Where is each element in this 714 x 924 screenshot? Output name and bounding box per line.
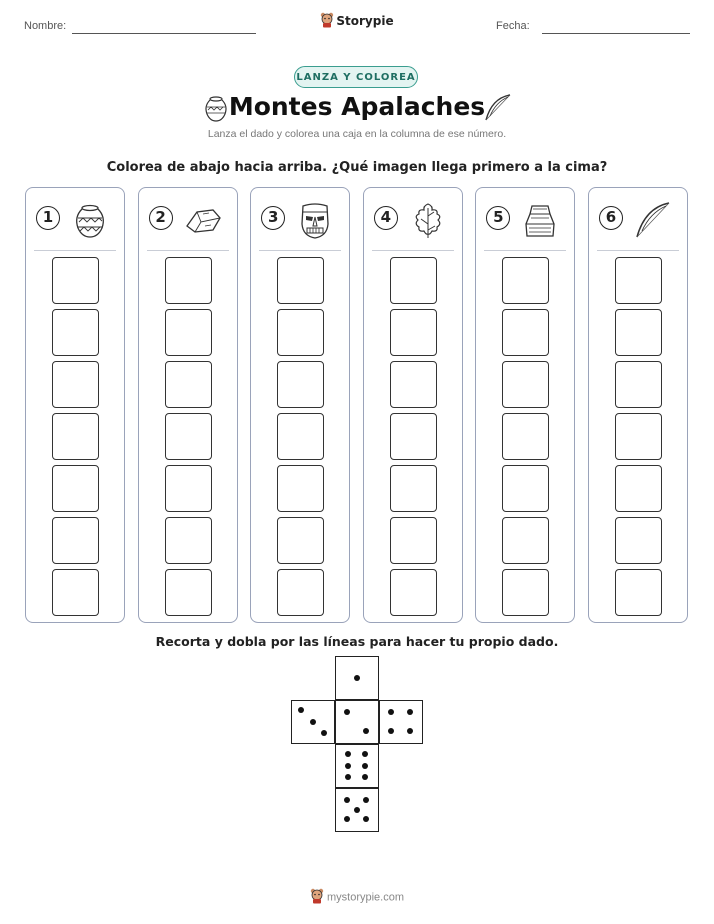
color-box[interactable] bbox=[277, 517, 324, 564]
die-face-6 bbox=[335, 744, 379, 788]
color-box[interactable] bbox=[165, 413, 212, 460]
die-face-2 bbox=[335, 700, 379, 744]
color-box[interactable] bbox=[615, 465, 662, 512]
die-pip bbox=[362, 751, 368, 757]
column-divider bbox=[372, 250, 454, 251]
color-box[interactable] bbox=[52, 257, 99, 304]
color-box[interactable] bbox=[165, 309, 212, 356]
cut-instruction: Recorta y dobla por las líneas para hacer tu propio dado. bbox=[155, 634, 559, 649]
die-pip bbox=[407, 709, 413, 715]
color-box[interactable] bbox=[502, 361, 549, 408]
brand bbox=[0, 12, 714, 31]
color-box[interactable] bbox=[52, 569, 99, 616]
storypie-logo-icon bbox=[320, 12, 334, 31]
color-box[interactable] bbox=[277, 257, 324, 304]
date-label: Fecha: bbox=[496, 20, 530, 32]
color-box[interactable] bbox=[502, 257, 549, 304]
pottery-jar-icon bbox=[70, 200, 110, 240]
color-box[interactable] bbox=[52, 361, 99, 408]
color-box[interactable] bbox=[615, 309, 662, 356]
color-box[interactable] bbox=[615, 361, 662, 408]
color-box[interactable] bbox=[502, 413, 549, 460]
column-2 bbox=[138, 187, 238, 623]
column-4 bbox=[363, 187, 463, 623]
color-box[interactable] bbox=[390, 257, 437, 304]
color-box[interactable] bbox=[52, 465, 99, 512]
column-divider bbox=[597, 250, 679, 251]
die-face-1 bbox=[335, 656, 379, 700]
date-line[interactable] bbox=[542, 33, 690, 34]
die-pip bbox=[363, 816, 369, 822]
column-header bbox=[589, 188, 687, 250]
column-divider bbox=[147, 250, 229, 251]
die-pip bbox=[298, 707, 304, 713]
column-number: 4 bbox=[374, 206, 398, 230]
column-number: 3 bbox=[261, 206, 285, 230]
die-pip bbox=[354, 675, 360, 681]
color-box[interactable] bbox=[390, 413, 437, 460]
column-divider bbox=[34, 250, 116, 251]
die-pip bbox=[344, 816, 350, 822]
color-box[interactable] bbox=[52, 413, 99, 460]
flint-stone-icon bbox=[183, 200, 223, 240]
die-pip bbox=[310, 719, 316, 725]
color-box[interactable] bbox=[52, 309, 99, 356]
color-box[interactable] bbox=[390, 517, 437, 564]
rock-stack-icon bbox=[520, 200, 560, 240]
color-box[interactable] bbox=[165, 569, 212, 616]
color-box[interactable] bbox=[390, 361, 437, 408]
die-pip bbox=[363, 797, 369, 803]
color-box[interactable] bbox=[277, 361, 324, 408]
bow-icon bbox=[633, 200, 673, 240]
footer bbox=[0, 888, 714, 907]
column-3 bbox=[250, 187, 350, 623]
die-pip bbox=[362, 763, 368, 769]
die-pip bbox=[363, 728, 369, 734]
activity-badge: LANZA Y COLOREA bbox=[294, 66, 418, 88]
die-pip bbox=[362, 774, 368, 780]
color-box[interactable] bbox=[502, 517, 549, 564]
column-number: 2 bbox=[149, 206, 173, 230]
color-box[interactable] bbox=[165, 361, 212, 408]
column-header bbox=[26, 188, 124, 250]
column-number: 1 bbox=[36, 206, 60, 230]
page-title: Montes Apalaches bbox=[228, 92, 486, 121]
die-pip bbox=[345, 763, 351, 769]
color-box[interactable] bbox=[615, 517, 662, 564]
color-box[interactable] bbox=[277, 413, 324, 460]
tribal-mask-icon bbox=[295, 200, 335, 240]
color-box[interactable] bbox=[165, 257, 212, 304]
color-box[interactable] bbox=[277, 309, 324, 356]
column-5 bbox=[475, 187, 575, 623]
color-box[interactable] bbox=[390, 465, 437, 512]
color-box[interactable] bbox=[615, 257, 662, 304]
color-box[interactable] bbox=[277, 465, 324, 512]
bow-icon bbox=[482, 92, 514, 124]
color-box[interactable] bbox=[165, 465, 212, 512]
column-divider bbox=[259, 250, 341, 251]
column-divider bbox=[484, 250, 566, 251]
name-label: Nombre: bbox=[24, 20, 67, 32]
die-pip bbox=[388, 728, 394, 734]
color-box[interactable] bbox=[615, 413, 662, 460]
die-face-4 bbox=[379, 700, 423, 744]
color-box[interactable] bbox=[165, 517, 212, 564]
die-pip bbox=[344, 709, 350, 715]
column-6 bbox=[588, 187, 688, 623]
die-face-5 bbox=[335, 788, 379, 832]
color-box[interactable] bbox=[502, 569, 549, 616]
column-header bbox=[139, 188, 237, 250]
subtitle: Lanza el dado y colorea una caja en la columna de ese número. bbox=[207, 128, 507, 140]
color-box[interactable] bbox=[502, 465, 549, 512]
instruction: Colorea de abajo hacia arriba. ¿Qué imagen llega primero a la cima? bbox=[106, 160, 608, 175]
storypie-logo-icon bbox=[310, 888, 324, 907]
die-pip bbox=[407, 728, 413, 734]
die-pip bbox=[388, 709, 394, 715]
die-pip bbox=[321, 730, 327, 736]
die-pip bbox=[345, 774, 351, 780]
color-box[interactable] bbox=[502, 309, 549, 356]
column-header bbox=[476, 188, 574, 250]
oak-leaf-icon bbox=[408, 200, 448, 240]
column-header bbox=[364, 188, 462, 250]
column-header bbox=[251, 188, 349, 250]
die-pip bbox=[345, 751, 351, 757]
die-pip bbox=[354, 807, 360, 813]
color-box[interactable] bbox=[52, 517, 99, 564]
footer-url[interactable]: mystorypie.com bbox=[326, 891, 405, 904]
column-number: 5 bbox=[486, 206, 510, 230]
color-box[interactable] bbox=[390, 569, 437, 616]
column-1 bbox=[25, 187, 125, 623]
color-box[interactable] bbox=[615, 569, 662, 616]
column-number: 6 bbox=[599, 206, 623, 230]
color-box[interactable] bbox=[277, 569, 324, 616]
brand-name: Storypie bbox=[336, 14, 394, 28]
die-face-3 bbox=[291, 700, 335, 744]
die-pip bbox=[344, 797, 350, 803]
name-line[interactable] bbox=[72, 33, 256, 34]
color-box[interactable] bbox=[390, 309, 437, 356]
